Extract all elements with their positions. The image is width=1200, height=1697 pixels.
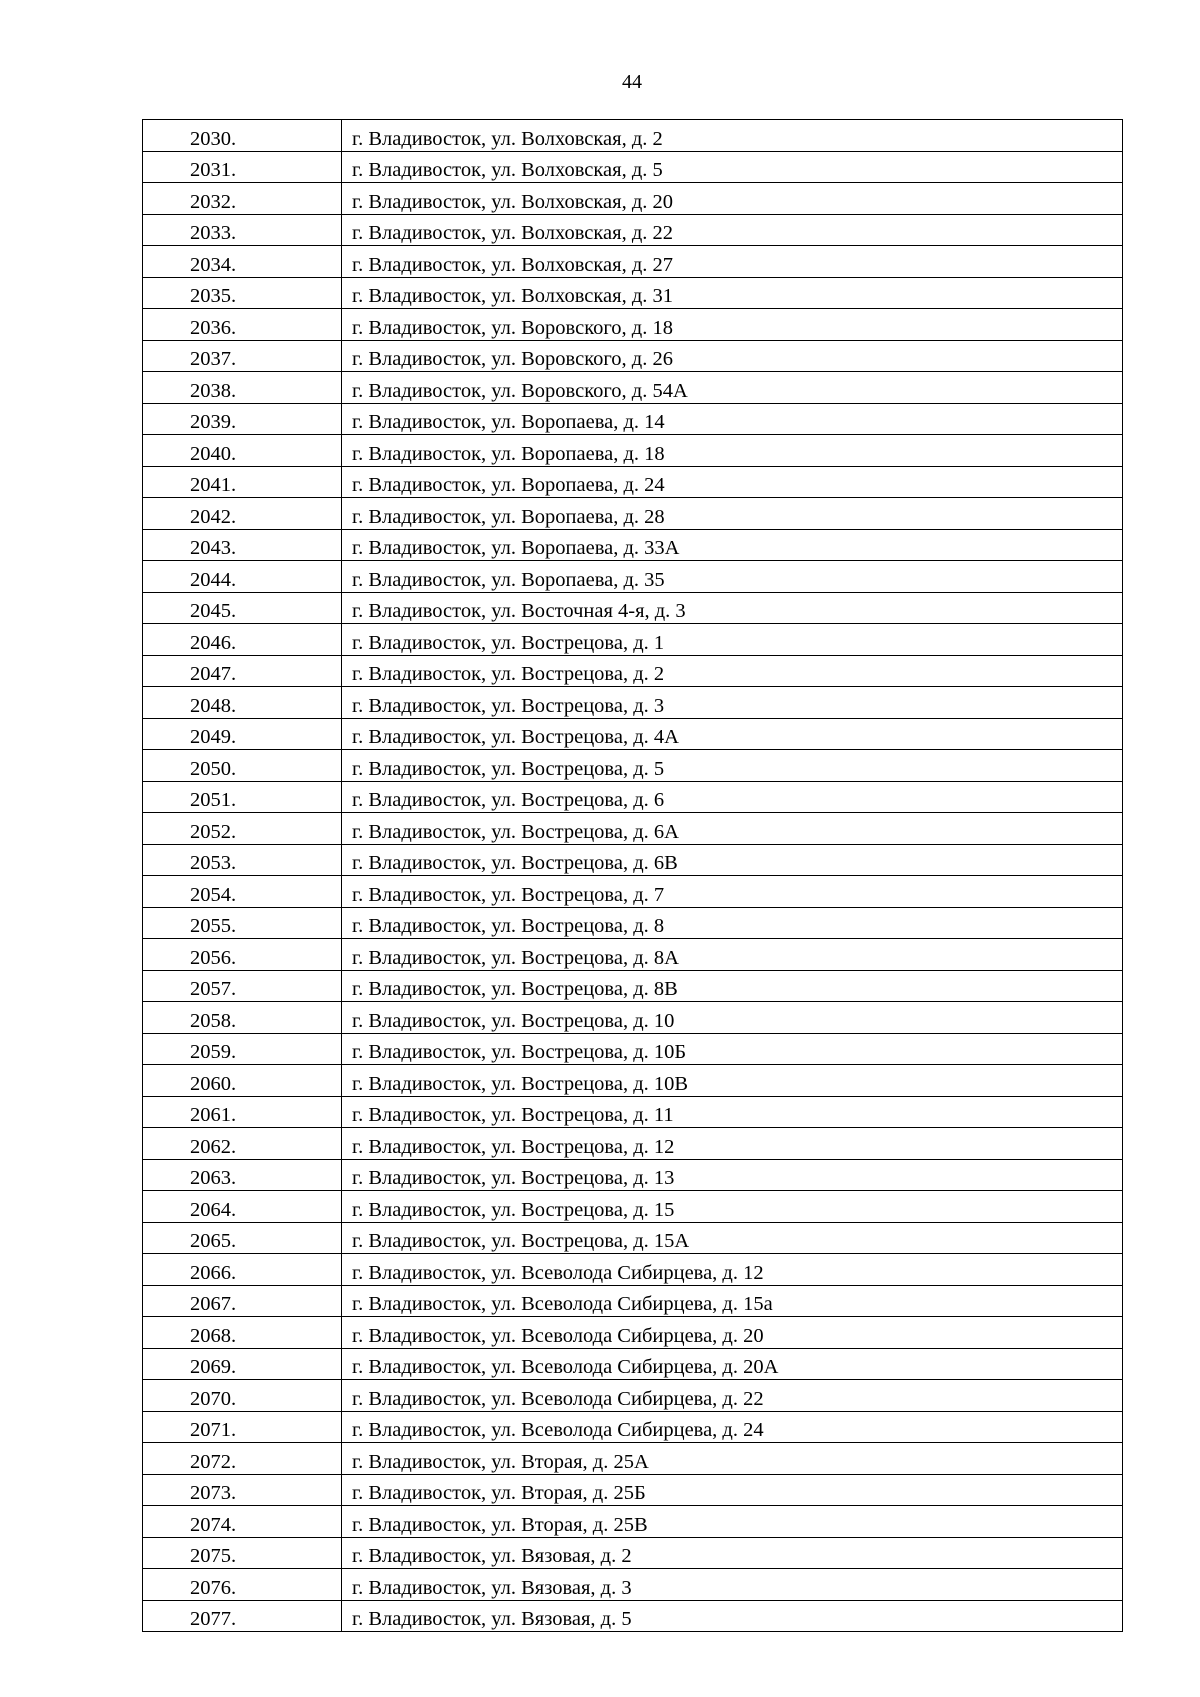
row-number-cell [143,781,342,813]
address-cell [342,372,1123,404]
table-row [143,1348,1123,1380]
address-text: г. Владивосток, ул. Всеволода Сибирцева, д. 22 [352,1387,764,1410]
table-row [143,1002,1123,1034]
row-number: 2059. [190,1041,237,1063]
row-number-cell [143,1159,342,1191]
address-cell [342,498,1123,530]
address-cell [342,246,1123,278]
address-text: г. Владивосток, ул. Воропаева, д. 18 [352,442,665,465]
row-number-cell [143,151,342,183]
row-number: 2070. [190,1387,237,1410]
table-row [143,403,1123,435]
table-row [143,1380,1123,1412]
row-number-cell [143,718,342,750]
row-number: 2032. [190,190,237,213]
address-text: г. Владивосток, ул. Вострецова, д. 7 [352,883,665,906]
address-text: г. Владивосток, ул. Вторая, д. 25Б [352,1482,646,1504]
address-text: г. Владивосток, ул. Вострецова, д. 8В [352,978,678,1000]
table-row [143,624,1123,656]
row-number-cell [143,183,342,215]
address-text: г. Владивосток, ул. Воровского, д. 54А [352,379,688,402]
address-text: г. Владивосток, ул. Вострецова, д. 8А [352,946,679,969]
table-row [143,498,1123,530]
address-cell [342,1537,1123,1569]
row-number: 2077. [190,1608,237,1630]
row-number: 2044. [190,568,237,591]
address-text: г. Владивосток, ул. Вязовая, д. 2 [352,1545,632,1567]
table-row [143,214,1123,246]
row-number-cell [143,655,342,687]
row-number: 2067. [190,1293,237,1315]
table-row [143,1191,1123,1223]
address-cell [342,907,1123,939]
address-cell [342,1033,1123,1065]
address-text: г. Владивосток, ул. Вострецова, д. 12 [352,1135,675,1158]
address-text: г. Владивосток, ул. Всеволода Сибирцева, д. 24 [352,1419,764,1441]
row-number-cell [143,1128,342,1160]
table-row [143,655,1123,687]
address-text: г. Владивосток, ул. Волховская, д. 5 [352,159,663,181]
row-number: 2051. [190,789,237,811]
row-number: 2066. [190,1261,237,1284]
address-text: г. Владивосток, ул. Волховская, д. 20 [352,190,673,213]
row-number: 2047. [190,663,237,685]
address-text: г. Владивосток, ул. Вязовая, д. 5 [352,1608,632,1630]
row-number: 2034. [190,253,237,276]
row-number: 2043. [190,537,237,559]
row-number-cell [143,1222,342,1254]
address-cell [342,151,1123,183]
address-cell [342,939,1123,971]
row-number: 2046. [190,631,237,654]
address-text: г. Владивосток, ул. Вострецова, д. 11 [352,1104,674,1126]
row-number: 2074. [190,1513,237,1536]
address-cell [342,529,1123,561]
row-number-cell [143,1506,342,1538]
address-cell [342,309,1123,341]
row-number: 2076. [190,1576,237,1599]
row-number: 2030. [190,127,237,150]
table-row [143,1537,1123,1569]
address-text: г. Владивосток, ул. Вострецова, д. 15А [352,1230,690,1252]
row-number-cell [143,813,342,845]
address-text: г. Владивосток, ул. Вострецова, д. 1 [352,631,665,654]
address-table-body [143,120,1123,1632]
table-row [143,466,1123,498]
row-number: 2069. [190,1356,237,1378]
row-number: 2058. [190,1009,237,1032]
row-number: 2061. [190,1104,237,1126]
address-text: г. Владивосток, ул. Волховская, д. 2 [352,127,663,150]
row-number: 2035. [190,285,237,307]
row-number: 2062. [190,1135,237,1158]
address-text: г. Владивосток, ул. Всеволода Сибирцева, д. 15а [352,1293,773,1315]
table-row [143,970,1123,1002]
row-number-cell [143,435,342,467]
address-cell [342,655,1123,687]
row-number-cell [143,372,342,404]
address-text: г. Владивосток, ул. Воропаева, д. 24 [352,474,665,496]
table-row [143,1128,1123,1160]
row-number: 2060. [190,1072,237,1095]
table-row [143,718,1123,750]
row-number-cell [143,624,342,656]
address-text: г. Владивосток, ул. Воропаева, д. 14 [352,411,665,433]
address-cell [342,970,1123,1002]
table-row [143,1285,1123,1317]
address-cell [342,1285,1123,1317]
address-cell [342,1222,1123,1254]
row-number: 2036. [190,316,237,339]
table-row [143,907,1123,939]
table-row [143,876,1123,908]
table-row [143,750,1123,782]
row-number: 2054. [190,883,237,906]
table-row [143,1474,1123,1506]
address-text: г. Владивосток, ул. Волховская, д. 31 [352,285,673,307]
table-row [143,1159,1123,1191]
address-text: г. Владивосток, ул. Вязовая, д. 3 [352,1576,632,1599]
row-number-cell [143,876,342,908]
address-cell [342,1002,1123,1034]
row-number-cell [143,1474,342,1506]
row-number-cell [143,970,342,1002]
address-text: г. Владивосток, ул. Вострецова, д. 15 [352,1198,675,1221]
row-number-cell [143,561,342,593]
address-cell [342,1159,1123,1191]
row-number: 2039. [190,411,237,433]
address-text: г. Владивосток, ул. Воровского, д. 26 [352,348,673,370]
row-number: 2063. [190,1167,237,1189]
address-cell [342,1506,1123,1538]
table-row [143,1506,1123,1538]
address-cell [342,1569,1123,1601]
row-number-cell [143,1191,342,1223]
row-number-cell [143,309,342,341]
row-number-cell [143,750,342,782]
row-number-cell [143,1537,342,1569]
table-row [143,120,1123,152]
address-text: г. Владивосток, ул. Вострецова, д. 6 [352,789,665,811]
address-text: г. Владивосток, ул. Вострецова, д. 8 [352,915,665,937]
table-row [143,309,1123,341]
row-number-cell [143,120,342,152]
row-number-cell [143,214,342,246]
row-number: 2042. [190,505,237,528]
row-number-cell [143,246,342,278]
row-number-cell [143,592,342,624]
row-number: 2057. [190,978,237,1000]
address-cell [342,1348,1123,1380]
address-cell [342,750,1123,782]
row-number-cell [143,529,342,561]
address-text: г. Владивосток, ул. Вострецова, д. 10 [352,1009,675,1032]
address-cell [342,624,1123,656]
row-number: 2045. [190,600,237,622]
row-number: 2048. [190,694,237,717]
address-text: г. Владивосток, ул. Вострецова, д. 5 [352,757,665,780]
address-cell [342,1065,1123,1097]
row-number-cell [143,907,342,939]
row-number-cell [143,1254,342,1286]
row-number: 2037. [190,348,237,370]
address-cell [342,1380,1123,1412]
address-cell [342,403,1123,435]
address-text: г. Владивосток, ул. Всеволода Сибирцева, д. 20А [352,1356,779,1378]
row-number: 2031. [190,159,237,181]
address-cell [342,1443,1123,1475]
address-cell [342,1411,1123,1443]
address-table [142,119,1123,1632]
address-text: г. Владивосток, ул. Всеволода Сибирцева, д. 12 [352,1261,764,1284]
table-row [143,1065,1123,1097]
row-number-cell [143,687,342,719]
row-number-cell [143,1569,342,1601]
address-cell [342,844,1123,876]
address-text: г. Владивосток, ул. Волховская, д. 27 [352,253,673,276]
address-text: г. Владивосток, ул. Воропаева, д. 33А [352,537,680,559]
row-number-cell [143,1600,342,1632]
address-text: г. Владивосток, ул. Восточная 4-я, д. 3 [352,600,686,622]
address-text: г. Владивосток, ул. Воропаева, д. 35 [352,568,665,591]
row-number: 2033. [190,222,237,244]
address-cell [342,214,1123,246]
row-number: 2071. [190,1419,237,1441]
address-cell [342,1191,1123,1223]
table-row [143,1317,1123,1349]
row-number-cell [143,1443,342,1475]
address-cell [342,687,1123,719]
table-row [143,340,1123,372]
address-cell [342,1474,1123,1506]
address-cell [342,813,1123,845]
table-row [143,1254,1123,1286]
address-text: г. Владивосток, ул. Волховская, д. 22 [352,222,673,244]
row-number: 2068. [190,1324,237,1347]
address-cell [342,1128,1123,1160]
row-number-cell [143,403,342,435]
address-text: г. Владивосток, ул. Воропаева, д. 28 [352,505,665,528]
page-number: 44 [622,71,642,93]
address-text: г. Владивосток, ул. Вострецова, д. 13 [352,1167,675,1189]
table-row [143,1033,1123,1065]
row-number: 2049. [190,726,237,748]
row-number-cell [143,466,342,498]
row-number-cell [143,498,342,530]
address-cell [342,561,1123,593]
address-text: г. Владивосток, ул. Вострецова, д. 10В [352,1072,689,1095]
address-cell [342,277,1123,309]
address-cell [342,1096,1123,1128]
row-number: 2073. [190,1482,237,1504]
row-number-cell [143,277,342,309]
address-cell [342,183,1123,215]
row-number-cell [143,1348,342,1380]
address-text: г. Владивосток, ул. Вострецова, д. 10Б [352,1041,687,1063]
address-cell [342,592,1123,624]
address-text: г. Владивосток, ул. Воровского, д. 18 [352,316,673,339]
row-number-cell [143,1002,342,1034]
row-number: 2053. [190,852,237,874]
row-number-cell [143,1411,342,1443]
row-number-cell [143,1285,342,1317]
row-number-cell [143,1065,342,1097]
row-number-cell [143,340,342,372]
table-row [143,1569,1123,1601]
table-row [143,781,1123,813]
address-text: г. Владивосток, ул. Вторая, д. 25А [352,1450,649,1473]
address-cell [342,876,1123,908]
table-row [143,372,1123,404]
row-number-cell [143,844,342,876]
row-number: 2065. [190,1230,237,1252]
address-cell [342,340,1123,372]
table-row [143,1443,1123,1475]
row-number: 2072. [190,1450,237,1473]
row-number: 2064. [190,1198,237,1221]
row-number: 2075. [190,1545,237,1567]
address-cell [342,435,1123,467]
row-number-cell [143,1033,342,1065]
address-text: г. Владивосток, ул. Вострецова, д. 4А [352,726,679,748]
row-number: 2050. [190,757,237,780]
address-text: г. Владивосток, ул. Вострецова, д. 2 [352,663,665,685]
address-text: г. Владивосток, ул. Вострецова, д. 3 [352,694,665,717]
row-number-cell [143,1096,342,1128]
table-row [143,1096,1123,1128]
address-cell [342,718,1123,750]
address-text: г. Владивосток, ул. Вострецова, д. 6А [352,820,679,843]
table-row [143,687,1123,719]
row-number-cell [143,1317,342,1349]
row-number-cell [143,1380,342,1412]
table-row [143,277,1123,309]
table-row [143,939,1123,971]
table-row [143,1411,1123,1443]
address-cell [342,1254,1123,1286]
row-number-cell [143,939,342,971]
table-row [143,561,1123,593]
row-number: 2056. [190,946,237,969]
row-number: 2055. [190,915,237,937]
address-text: г. Владивосток, ул. Вторая, д. 25В [352,1513,648,1536]
address-cell [342,120,1123,152]
row-number: 2052. [190,820,237,843]
table-row [143,1222,1123,1254]
row-number: 2038. [190,379,237,402]
address-cell [342,466,1123,498]
address-cell [342,1600,1123,1632]
address-cell [342,1317,1123,1349]
table-row [143,246,1123,278]
row-number: 2041. [190,474,237,496]
table-row [143,592,1123,624]
table-row [143,844,1123,876]
row-number: 2040. [190,442,237,465]
table-row [143,813,1123,845]
address-cell [342,781,1123,813]
table-row [143,435,1123,467]
address-text: г. Владивосток, ул. Всеволода Сибирцева, д. 20 [352,1324,764,1347]
table-row [143,183,1123,215]
address-text: г. Владивосток, ул. Вострецова, д. 6В [352,852,678,874]
table-row [143,529,1123,561]
table-row [143,151,1123,183]
table-row [143,1600,1123,1632]
